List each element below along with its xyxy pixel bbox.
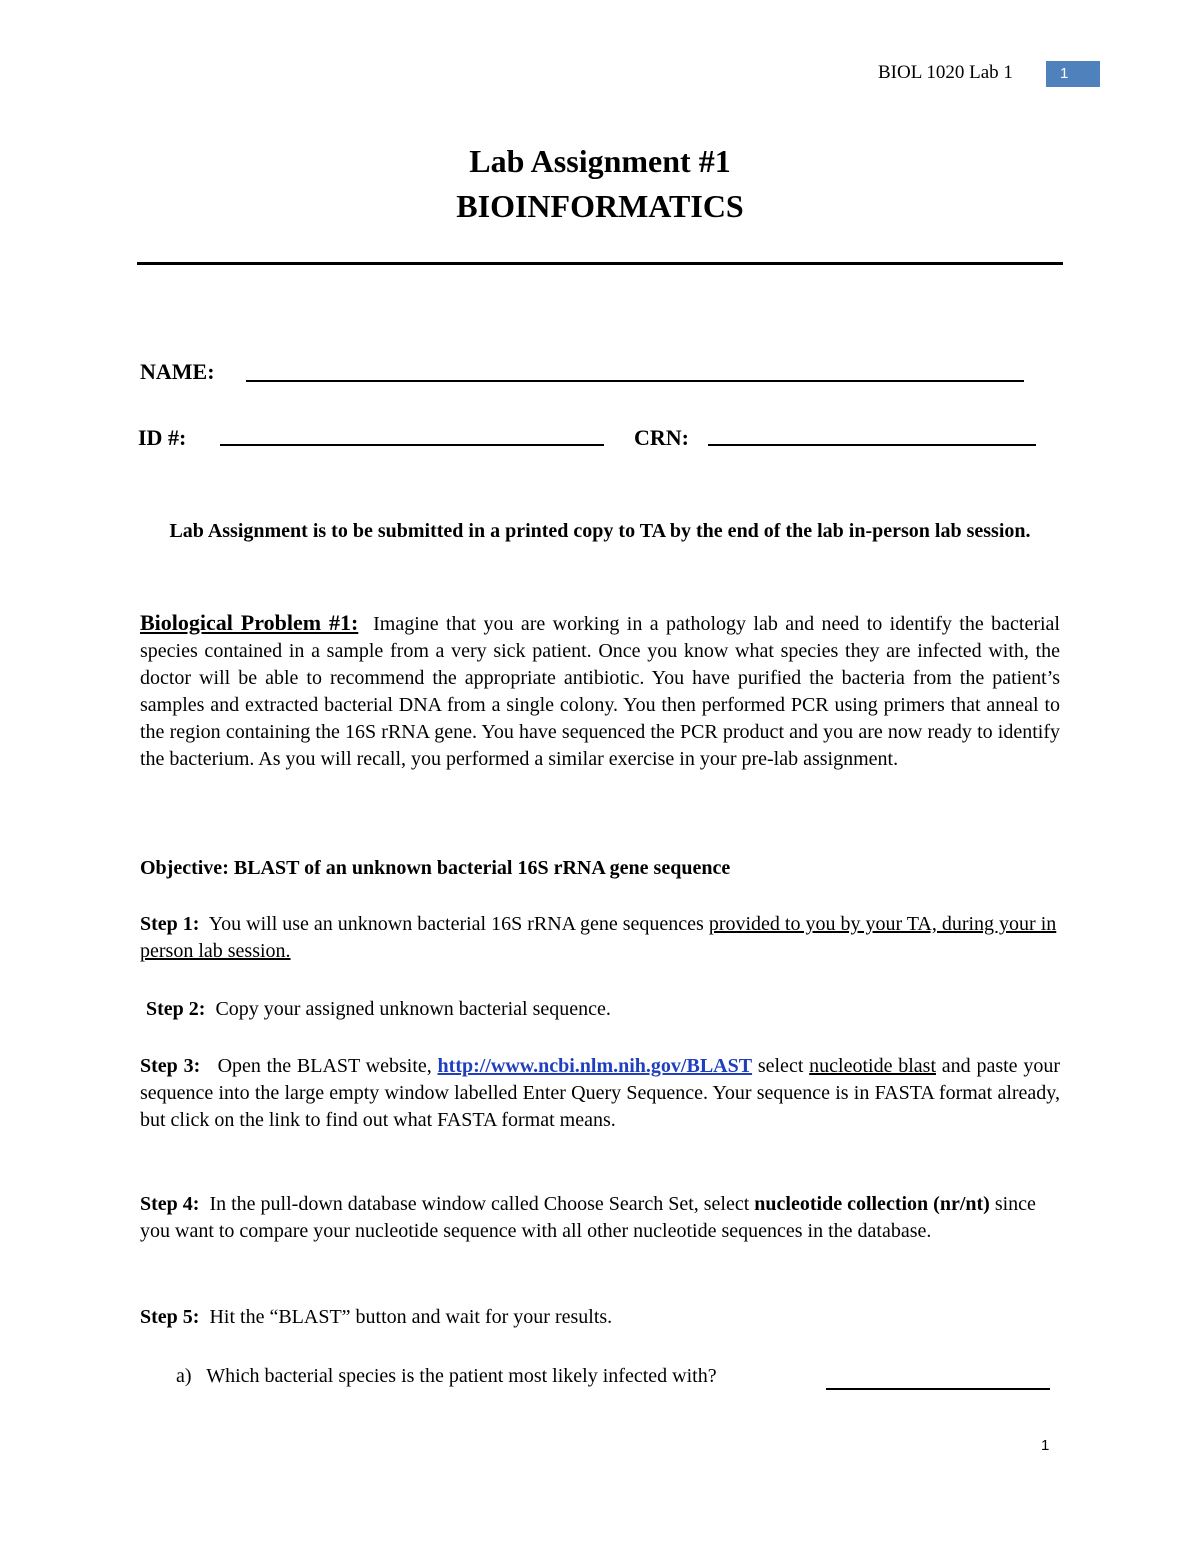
step-3-text-2: select — [752, 1055, 810, 1077]
step-2-label: Step 2: — [146, 998, 206, 1020]
step-3 — [140, 1053, 1060, 1134]
objective: Objective: BLAST of an unknown bacterial 16S rRNA gene sequence — [140, 857, 731, 879]
name-label: NAME: — [140, 359, 215, 384]
problem-heading: Biological Problem #1: — [140, 610, 359, 635]
answer-line-a[interactable] — [826, 1388, 1050, 1390]
step-3-label: Step 3: — [140, 1055, 201, 1077]
problem-paragraph — [140, 609, 1060, 773]
step-3-text-3: and paste your sequence into the large empty window labelled Enter Query Sequence. Your sequence is in FASTA format already, but click on the link to find out what FASTA format means. — [140, 1055, 1060, 1131]
step-4-label: Step 4: — [140, 1193, 200, 1215]
footer-page-number: 1 — [1041, 1437, 1050, 1454]
step-1-text: You will use an unknown bacterial 16S rRNA gene sequences — [208, 913, 709, 935]
title-line-2: BIOINFORMATICS — [456, 188, 744, 224]
running-header: BIOL 1020 Lab 1 — [878, 62, 1013, 83]
id-label: ID #: — [138, 425, 187, 450]
id-field-line[interactable] — [220, 444, 604, 446]
question-a-marker: a) — [176, 1365, 192, 1387]
step-5-text: Hit the “BLAST” button and wait for your results. — [209, 1306, 613, 1328]
question-a-text: Which bacterial species is the patient most likely infected with? — [206, 1365, 717, 1387]
step-4-text-2: since you want to compare your nucleotide sequence with all other nucleotide sequences in the database. — [140, 1193, 1036, 1242]
step-5 — [140, 1304, 1060, 1331]
step-1-label: Step 1: — [140, 913, 200, 935]
crn-label: CRN: — [634, 425, 689, 450]
blast-link[interactable]: http://www.ncbi.nlm.nih.gov/BLAST — [437, 1055, 753, 1077]
page-number-badge: 1 — [1046, 61, 1100, 87]
step-2-text: Copy your assigned unknown bacterial sequence. — [215, 998, 611, 1020]
title-line-1: Lab Assignment #1 — [469, 143, 731, 179]
step-3-underlined: nucleotide blast — [809, 1055, 937, 1077]
step-3-text-1: Open the BLAST website, — [217, 1055, 438, 1077]
submission-note: Lab Assignment is to be submitted in a printed copy to TA by the end of the lab in-person lab session. — [169, 520, 1031, 542]
step-5-label: Step 5: — [140, 1306, 200, 1328]
question-a — [176, 1363, 816, 1390]
crn-field-line[interactable] — [708, 444, 1036, 446]
step-4-bold: nucleotide collection (nr/nt) — [754, 1193, 990, 1215]
step-4 — [140, 1191, 1060, 1245]
title-divider — [137, 262, 1063, 265]
step-1-underlined: provided to you by your TA, during your in person lab session. — [140, 913, 1057, 962]
problem-text: Imagine that you are working in a pathology lab and need to identify the bacterial species contained in a sample from a very sick patient. Once you know what species they are infected with, the doctor will be able to recommend the appropriate antibiotic. You have purified the bacteria from the patient’s samples and extracted bacterial DNA from a single colony. You then performed PCR using primers that anneal to the region containing the 16S rRNA gene. You have sequenced the PCR product and you are now ready to identify the bacterium. As you will recall, you performed a similar exercise in your pre-lab assignment. — [140, 613, 1060, 770]
name-field-line[interactable] — [246, 380, 1024, 382]
step-2 — [146, 996, 1066, 1023]
step-4-text-1: In the pull-down database window called Choose Search Set, select — [209, 1193, 755, 1215]
step-1 — [140, 911, 1060, 965]
